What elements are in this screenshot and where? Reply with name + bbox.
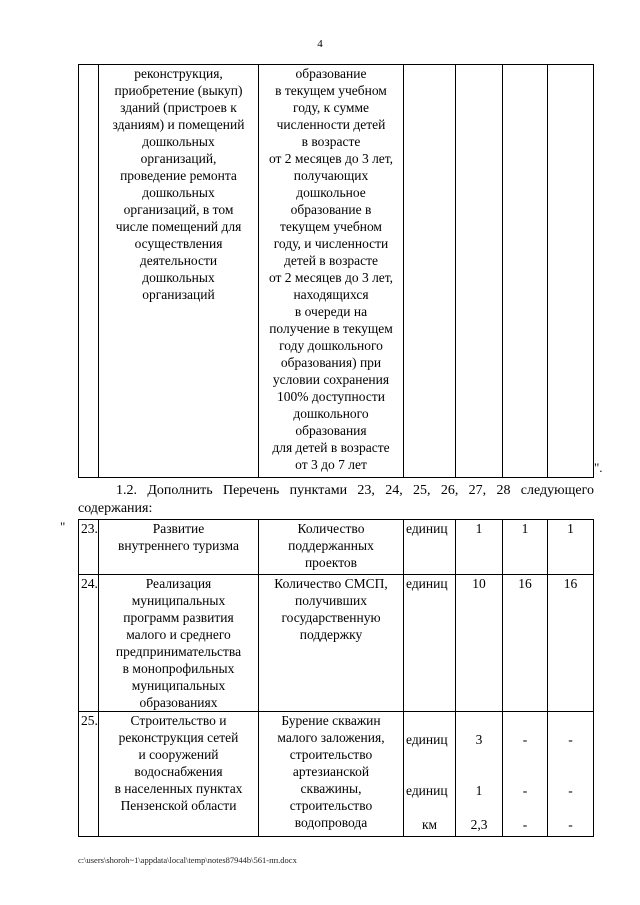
row-number: 23. [79, 520, 99, 575]
value-cell: 1 [503, 520, 548, 575]
opening-quote: " [60, 519, 66, 534]
value-cell: 16 [548, 575, 594, 712]
unit-cell: единиц [404, 520, 456, 575]
value-cell [548, 65, 594, 478]
value-cell [503, 65, 548, 478]
value-cell: 1 [548, 520, 594, 575]
value-cell [456, 65, 503, 478]
unit-value: единиц [406, 732, 448, 747]
unit-cell: единиц [404, 575, 456, 712]
list-table-new-items [78, 519, 594, 837]
value: - [522, 817, 528, 832]
unit-value: км [422, 817, 438, 832]
amendment-paragraph [78, 482, 594, 518]
description-cell: Строительство и реконструкция сетей и сооружений водоснабжения в населенных пунктах Пензенской области [99, 712, 259, 837]
page-number: 4 [317, 38, 323, 50]
number-cell [79, 65, 99, 478]
value-cell: 10 [456, 575, 503, 712]
indicator-cell: Бурение скважин малого заложения, строительство артезианской скважины, строительство водопровода [259, 712, 404, 837]
row-number: 24. [79, 575, 99, 712]
indicator-cell: Количество СМСП, получивших государственную поддержку [259, 575, 404, 712]
value: 2,3 [470, 817, 488, 832]
table-row [79, 65, 594, 478]
value-cell: 16 [503, 575, 548, 712]
description-cell: Развитие внутреннего туризма [99, 520, 259, 575]
closing-quote: ". [594, 460, 603, 475]
value-cell [503, 712, 548, 837]
value: 1 [475, 783, 483, 798]
description-cell: Реализация муниципальных программ развития малого и среднего предпринимательства в монопрофильных муниципальных образованиях [99, 575, 259, 712]
description-cell: реконструкция, приобретение (выкуп) зданий (пристроев к зданиям) и помещений дошкольных организаций, проведение ремонта дошкольных организаций, в том числе помещений для осуществления деятельности дошкольных организаций [99, 65, 259, 478]
unit-cell [404, 712, 456, 837]
table-row [79, 520, 594, 575]
value: - [522, 783, 528, 798]
indicator-cell: Количество поддержанных проектов [259, 520, 404, 575]
value-cell [456, 712, 503, 837]
table-row [79, 575, 594, 712]
value-cell [548, 712, 594, 837]
paragraph-line: 1.2. Дополнить Перечень пунктами 23, 24, 25, 26, 27, 28 следующего [116, 483, 594, 498]
unit-cell [404, 65, 456, 478]
row-number: 25. [79, 712, 99, 837]
list-table-continuation [78, 64, 594, 478]
table-row [79, 712, 594, 837]
value: - [522, 732, 528, 747]
value: 3 [475, 732, 483, 747]
paragraph-line: содержания: [78, 501, 153, 516]
value: - [568, 732, 573, 747]
value: - [568, 783, 573, 798]
indicator-cell: образование в текущем учебном году, к сумме численности детей в возрасте от 2 месяцев до 3 лет, получающих дошкольное образование в текущем учебном году, и численности детей в возрасте от 2 месяцев до 3 лет, находящихся в очереди на получение в текущем году дошкольного образования) при условии сохранения 100% доступности дошкольного образования для детей в возрасте от 3 до 7 лет [259, 65, 404, 478]
value-cell: 1 [456, 520, 503, 575]
unit-value: единиц [406, 783, 448, 798]
value: - [568, 817, 573, 832]
file-path-footer: c:\users\shoroh~1\appdata\local\temp\notes87944b\561-пп.docx [78, 855, 297, 865]
